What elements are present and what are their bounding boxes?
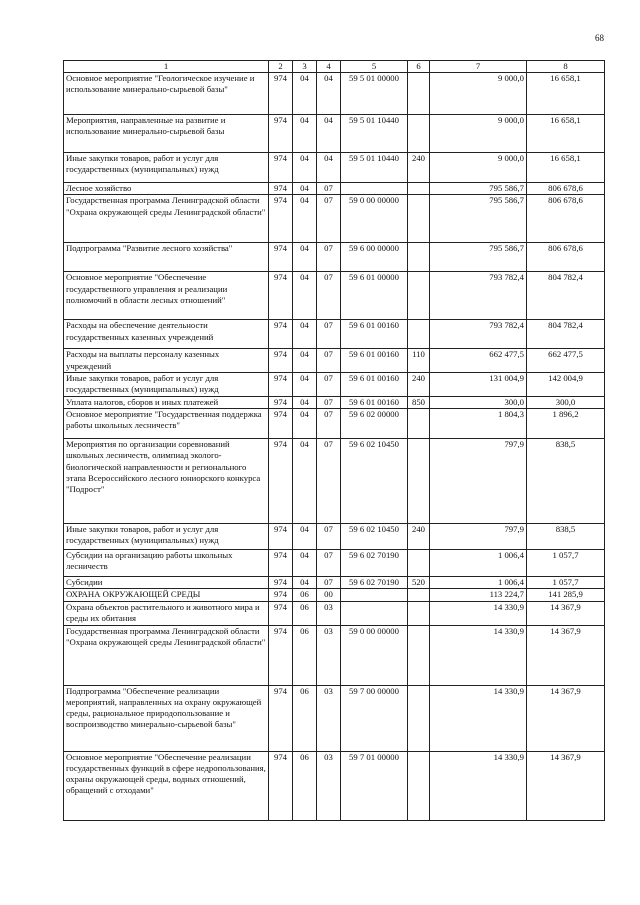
expense-type (408, 320, 430, 349)
table-row (64, 438, 605, 523)
subsection-code: 07 (317, 438, 341, 523)
target-article: 59 0 00 00000 (341, 195, 408, 243)
amount-year-1: 1 804,3 (430, 408, 527, 438)
section-code: 04 (293, 115, 317, 153)
subsection-code: 03 (317, 751, 341, 820)
amount-year-2: 804 782,4 (527, 320, 605, 349)
ministry-code: 974 (269, 685, 293, 751)
target-article (341, 183, 408, 195)
table-row (64, 408, 605, 438)
ministry-code: 974 (269, 601, 293, 625)
target-article: 59 7 01 00000 (341, 751, 408, 820)
expense-type (408, 272, 430, 320)
target-article: 59 6 01 00000 (341, 272, 408, 320)
row-name: ОХРАНА ОКРУЖАЮЩЕЙ СРЕДЫ (64, 589, 269, 601)
ministry-code: 974 (269, 349, 293, 373)
expense-type: 240 (408, 153, 430, 183)
table-row (64, 153, 605, 183)
subsection-code: 00 (317, 589, 341, 601)
row-name: Мероприятия по организации соревнований школьных лесничеств, олимпиад эколого-биологической направленности и регионального этапа Всероссийского лесного юниорского конкурса "Подрост" (64, 438, 269, 523)
expense-type: 240 (408, 523, 430, 549)
amount-year-2: 1 057,7 (527, 576, 605, 588)
expense-type (408, 438, 430, 523)
ministry-code: 974 (269, 153, 293, 183)
amount-year-1: 9 000,0 (430, 115, 527, 153)
expense-type: 240 (408, 372, 430, 396)
amount-year-2: 16 658,1 (527, 115, 605, 153)
table-row (64, 195, 605, 243)
target-article: 59 6 01 00160 (341, 396, 408, 408)
subsection-code: 07 (317, 408, 341, 438)
section-code: 04 (293, 272, 317, 320)
header-row (64, 61, 605, 73)
amount-year-1: 9 000,0 (430, 73, 527, 115)
amount-year-1: 793 782,4 (430, 320, 527, 349)
target-article: 59 6 01 00160 (341, 372, 408, 396)
target-article: 59 7 00 00000 (341, 685, 408, 751)
amount-year-1: 9 000,0 (430, 153, 527, 183)
section-code: 04 (293, 320, 317, 349)
target-article: 59 6 02 70190 (341, 576, 408, 588)
amount-year-1: 797,9 (430, 438, 527, 523)
expense-type: 850 (408, 396, 430, 408)
target-article: 59 6 02 10450 (341, 438, 408, 523)
amount-year-2: 806 678,6 (527, 183, 605, 195)
row-name: Расходы на обеспечение деятельности государственных казенных учреждений (64, 320, 269, 349)
section-code: 04 (293, 549, 317, 576)
amount-year-2: 806 678,6 (527, 195, 605, 243)
expense-type: 520 (408, 576, 430, 588)
expense-type (408, 73, 430, 115)
target-article: 59 5 01 10440 (341, 153, 408, 183)
amount-year-1: 795 586,7 (430, 183, 527, 195)
table-row (64, 73, 605, 115)
expense-type (408, 115, 430, 153)
subsection-code: 07 (317, 523, 341, 549)
ministry-code: 974 (269, 408, 293, 438)
section-code: 06 (293, 589, 317, 601)
subsection-code: 07 (317, 372, 341, 396)
subsection-code: 04 (317, 115, 341, 153)
section-code: 04 (293, 195, 317, 243)
target-article (341, 601, 408, 625)
expense-type (408, 685, 430, 751)
amount-year-1: 14 330,9 (430, 751, 527, 820)
subsection-code: 07 (317, 349, 341, 373)
expense-type (408, 751, 430, 820)
ministry-code: 974 (269, 576, 293, 588)
target-article: 59 5 01 10440 (341, 115, 408, 153)
row-name: Государственная программа Ленинградской области "Охрана окружающей среды Ленинградской области" (64, 195, 269, 243)
subsection-code: 04 (317, 73, 341, 115)
subsection-code: 03 (317, 625, 341, 685)
section-code: 04 (293, 372, 317, 396)
row-name: Расходы на выплаты персоналу казенных учреждений (64, 349, 269, 373)
target-article: 59 6 02 10450 (341, 523, 408, 549)
amount-year-1: 662 477,5 (430, 349, 527, 373)
section-code: 06 (293, 685, 317, 751)
amount-year-2: 806 678,6 (527, 243, 605, 272)
ministry-code: 974 (269, 195, 293, 243)
amount-year-1: 795 586,7 (430, 243, 527, 272)
table-row (64, 549, 605, 576)
amount-year-1: 14 330,9 (430, 685, 527, 751)
row-name: Субсидии на организацию работы школьных лесничеств (64, 549, 269, 576)
section-code: 04 (293, 349, 317, 373)
target-article: 59 0 00 00000 (341, 625, 408, 685)
table-row (64, 625, 605, 685)
amount-year-2: 1 057,7 (527, 549, 605, 576)
expense-type (408, 601, 430, 625)
row-name: Лесное хозяйство (64, 183, 269, 195)
ministry-code: 974 (269, 183, 293, 195)
expense-type (408, 589, 430, 601)
row-name: Иные закупки товаров, работ и услуг для государственных (муниципальных) нужд (64, 523, 269, 549)
target-article: 59 5 01 00000 (341, 73, 408, 115)
amount-year-1: 14 330,9 (430, 625, 527, 685)
target-article: 59 6 01 00160 (341, 320, 408, 349)
section-code: 04 (293, 523, 317, 549)
row-name: Основное мероприятие "Геологическое изучение и использование минерально-сырьевой базы" (64, 73, 269, 115)
ministry-code: 974 (269, 73, 293, 115)
row-name: Основное мероприятие "Обеспечение государственного управления и реализации полномочий в области лесных отношений" (64, 272, 269, 320)
section-code: 04 (293, 396, 317, 408)
table-row (64, 396, 605, 408)
amount-year-2: 300,0 (527, 396, 605, 408)
ministry-code: 974 (269, 243, 293, 272)
table-row (64, 320, 605, 349)
row-name: Уплата налогов, сборов и иных платежей (64, 396, 269, 408)
section-code: 04 (293, 243, 317, 272)
column-header-8: 8 (527, 61, 605, 73)
ministry-code: 974 (269, 438, 293, 523)
row-name: Иные закупки товаров, работ и услуг для государственных (муниципальных) нужд (64, 153, 269, 183)
row-name: Подпрограмма "Развитие лесного хозяйства" (64, 243, 269, 272)
table-row (64, 372, 605, 396)
subsection-code: 07 (317, 396, 341, 408)
amount-year-1: 14 330,9 (430, 601, 527, 625)
column-header-3: 3 (293, 61, 317, 73)
table-row (64, 576, 605, 588)
amount-year-2: 1 896,2 (527, 408, 605, 438)
ministry-code: 974 (269, 625, 293, 685)
amount-year-2: 14 367,9 (527, 751, 605, 820)
subsection-code: 07 (317, 320, 341, 349)
subsection-code: 04 (317, 153, 341, 183)
column-header-7: 7 (430, 61, 527, 73)
amount-year-1: 793 782,4 (430, 272, 527, 320)
amount-year-2: 14 367,9 (527, 625, 605, 685)
subsection-code: 03 (317, 685, 341, 751)
section-code: 04 (293, 183, 317, 195)
column-header-6: 6 (408, 61, 430, 73)
table-row (64, 243, 605, 272)
subsection-code: 03 (317, 601, 341, 625)
table-row (64, 183, 605, 195)
subsection-code: 07 (317, 183, 341, 195)
table-row (64, 601, 605, 625)
row-name: Подпрограмма "Обеспечение реализации мероприятий, направленных на охрану окружающей среды, рациональное природопользование и воспроизводство минерально-сырьевой базы" (64, 685, 269, 751)
subsection-code: 07 (317, 549, 341, 576)
section-code: 04 (293, 153, 317, 183)
expense-type (408, 183, 430, 195)
amount-year-2: 804 782,4 (527, 272, 605, 320)
section-code: 04 (293, 438, 317, 523)
target-article: 59 6 01 00160 (341, 349, 408, 373)
amount-year-1: 131 004,9 (430, 372, 527, 396)
ministry-code: 974 (269, 549, 293, 576)
amount-year-1: 1 006,4 (430, 549, 527, 576)
amount-year-2: 662 477,5 (527, 349, 605, 373)
expense-type (408, 408, 430, 438)
amount-year-2: 142 004,9 (527, 372, 605, 396)
table-row (64, 685, 605, 751)
section-code: 06 (293, 625, 317, 685)
subsection-code: 07 (317, 195, 341, 243)
amount-year-1: 300,0 (430, 396, 527, 408)
target-article: 59 6 02 00000 (341, 408, 408, 438)
subsection-code: 07 (317, 243, 341, 272)
row-name: Иные закупки товаров, работ и услуг для государственных (муниципальных) нужд (64, 372, 269, 396)
section-code: 04 (293, 73, 317, 115)
ministry-code: 974 (269, 751, 293, 820)
table-row (64, 115, 605, 153)
ministry-code: 974 (269, 396, 293, 408)
section-code: 06 (293, 751, 317, 820)
expense-type (408, 195, 430, 243)
expense-type (408, 549, 430, 576)
column-header-5: 5 (341, 61, 408, 73)
expense-type (408, 625, 430, 685)
row-name: Субсидии (64, 576, 269, 588)
expense-type: 110 (408, 349, 430, 373)
table-row (64, 751, 605, 820)
column-header-1: 1 (64, 61, 269, 73)
amount-year-2: 14 367,9 (527, 601, 605, 625)
amount-year-2: 16 658,1 (527, 73, 605, 115)
column-header-4: 4 (317, 61, 341, 73)
ministry-code: 974 (269, 320, 293, 349)
row-name: Мероприятия, направленные на развитие и использование минерально-сырьевой базы (64, 115, 269, 153)
column-header-2: 2 (269, 61, 293, 73)
target-article: 59 6 02 70190 (341, 549, 408, 576)
page-number: 68 (595, 33, 604, 43)
budget-table (63, 60, 605, 821)
amount-year-2: 838,5 (527, 438, 605, 523)
subsection-code: 07 (317, 272, 341, 320)
amount-year-1: 113 224,7 (430, 589, 527, 601)
table-row (64, 349, 605, 373)
amount-year-2: 838,5 (527, 523, 605, 549)
amount-year-1: 795 586,7 (430, 195, 527, 243)
ministry-code: 974 (269, 272, 293, 320)
table-row (64, 589, 605, 601)
amount-year-2: 16 658,1 (527, 153, 605, 183)
section-code: 06 (293, 601, 317, 625)
target-article: 59 6 00 00000 (341, 243, 408, 272)
ministry-code: 974 (269, 523, 293, 549)
section-code: 04 (293, 576, 317, 588)
ministry-code: 974 (269, 372, 293, 396)
subsection-code: 07 (317, 576, 341, 588)
table-row (64, 272, 605, 320)
table-row (64, 523, 605, 549)
amount-year-2: 141 285,9 (527, 589, 605, 601)
row-name: Государственная программа Ленинградской области "Охрана окружающей среды Ленинградской области" (64, 625, 269, 685)
row-name: Основное мероприятие "Обеспечение реализации государственных функций в сфере недропользования, охраны окружающей среды, водных отношений, обращений с отходами" (64, 751, 269, 820)
amount-year-1: 1 006,4 (430, 576, 527, 588)
section-code: 04 (293, 408, 317, 438)
row-name: Основное мероприятие "Государственная поддержка работы школьных лесничеств" (64, 408, 269, 438)
row-name: Охрана объектов растительного и животного мира и среды их обитания (64, 601, 269, 625)
expense-type (408, 243, 430, 272)
ministry-code: 974 (269, 115, 293, 153)
amount-year-2: 14 367,9 (527, 685, 605, 751)
target-article (341, 589, 408, 601)
amount-year-1: 797,9 (430, 523, 527, 549)
ministry-code: 974 (269, 589, 293, 601)
